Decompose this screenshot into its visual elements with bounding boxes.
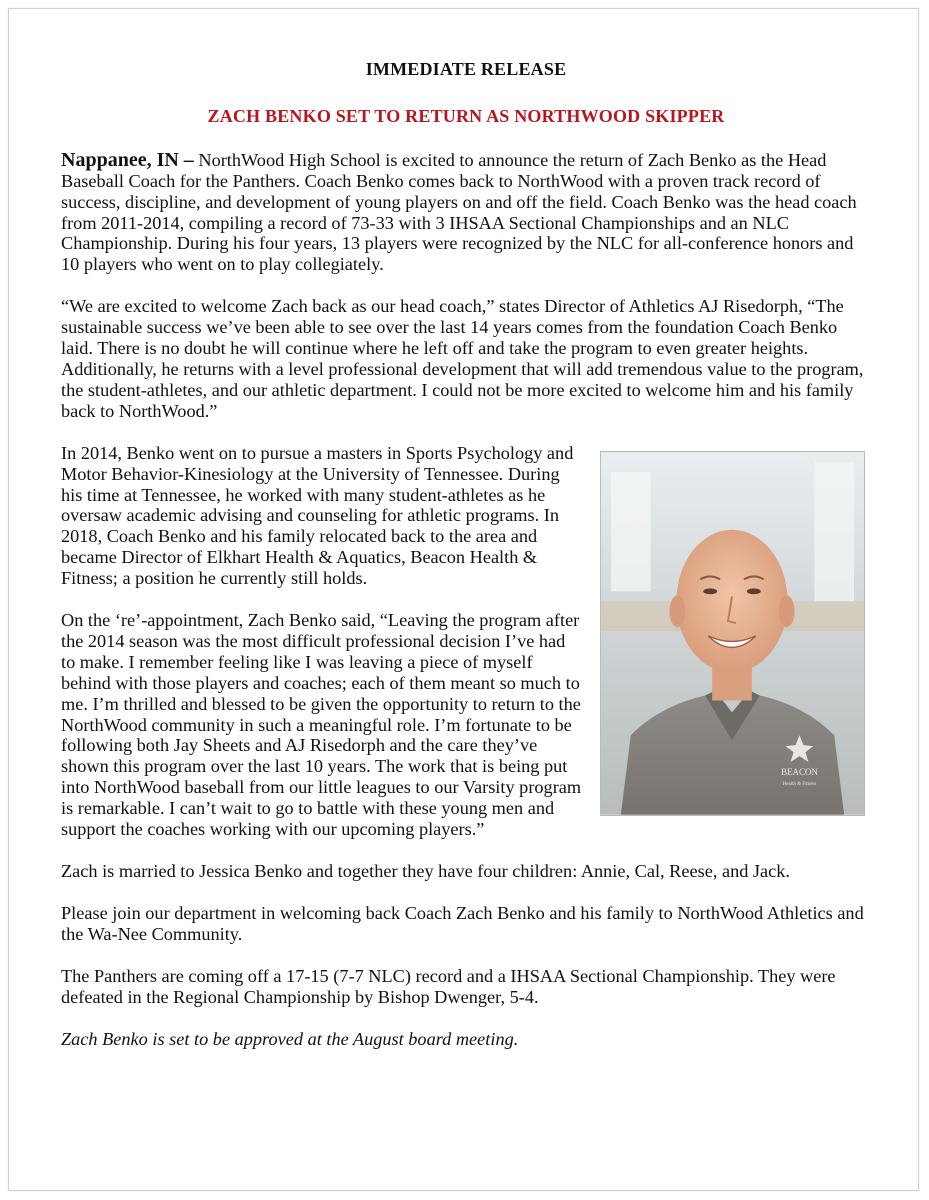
paragraph-welcome: Please join our department in welcoming back Coach Zach Benko and his family to NorthWood Athletics and the Wa-Nee Community. bbox=[61, 902, 864, 944]
intro-text: NorthWood High School is excited to announce the return of Zach Benko as the Head Baseball Coach for the Panthers. Coach Benko comes back to NorthWood with a proven track record of success, discipline, and development of young players on and off the field. Coach Benko was the head coach from 2011-2014, compiling a record of 73-33 with 3 IHSAA Sectional Championships and an NLC Championship. During his four years, 13 players were recognized by the NLC for all-conference honors and 10 players who went on to play collegiately. bbox=[61, 149, 857, 275]
release-label: IMMEDIATE RELEASE bbox=[365, 59, 567, 79]
dateline: Nappanee, IN – bbox=[61, 148, 194, 171]
press-release-body bbox=[61, 59, 871, 1070]
paragraph-intro bbox=[61, 150, 871, 275]
paragraph-approval-note: Zach Benko is set to be approved at the August board meeting. bbox=[61, 1028, 519, 1049]
paragraph-background: In 2014, Benko went on to pursue a masters in Sports Psychology and Motor Behavior-Kinesiology at the University of Tennessee. During his time at Tennessee, he worked with many student-athletes as he oversaw academic advising and counseling for athletic programs. In 2018, Coach Benko and his family relocated back to the area and became Director of Elkhart Health & Aquatics, Beacon Health & Fitness; a position he currently still holds. bbox=[61, 442, 574, 589]
paragraph-director-quote: “We are excited to welcome Zach back as our head coach,” states Director of Athletics AJ Risedorph, “The sustainable success we’ve been able to see over the last 14 years comes from the foundation Coach Benko laid. There is no doubt he will continue where he left off and take the program to even greater heights. Additionally, he returns with a level professional development that will add tremendous value to the program, the student-athletes, and our athletic department. I could not be more excited to welcome him and his family back to NorthWood.” bbox=[61, 296, 864, 421]
document-page bbox=[8, 8, 919, 1191]
coach-photo bbox=[600, 451, 865, 816]
headline: ZACH BENKO SET TO RETURN AS NORTHWOOD SKIPPER bbox=[207, 105, 725, 126]
paragraph-family: Zach is married to Jessica Benko and together they have four children: Annie, Cal, Reese, and Jack. bbox=[61, 861, 790, 881]
shirt-logo-subtext: Health & Fitness bbox=[782, 781, 817, 787]
paragraph-benko-quote: On the ‘re’-appointment, Zach Benko said, “Leaving the program after the 2014 season was the most difficult professional decision I’ve had to make. I remember feeling like I was leaving a piece of myself behind with those players and coaches; each of them meant so much to me. I’m thrilled and blessed to be given the opportunity to return to the NorthWood community in such a meaningful role. I’m fortunate to be following both Jay Sheets and AJ Risedorph and the care they’ve shown this program over the last 10 years. The work that is being put into NorthWood baseball from our little leagues to our Varsity program is remarkable. I can’t wait to go to battle with these young men and support the coaches working with our upcoming players.” bbox=[61, 610, 582, 840]
shirt-logo-text: BEACON bbox=[781, 766, 818, 777]
paragraph-season-record: The Panthers are coming off a 17-15 (7-7 NLC) record and a IHSAA Sectional Championship. They were defeated in the Regional Championship by Bishop Dwenger, 5-4. bbox=[61, 965, 836, 1007]
